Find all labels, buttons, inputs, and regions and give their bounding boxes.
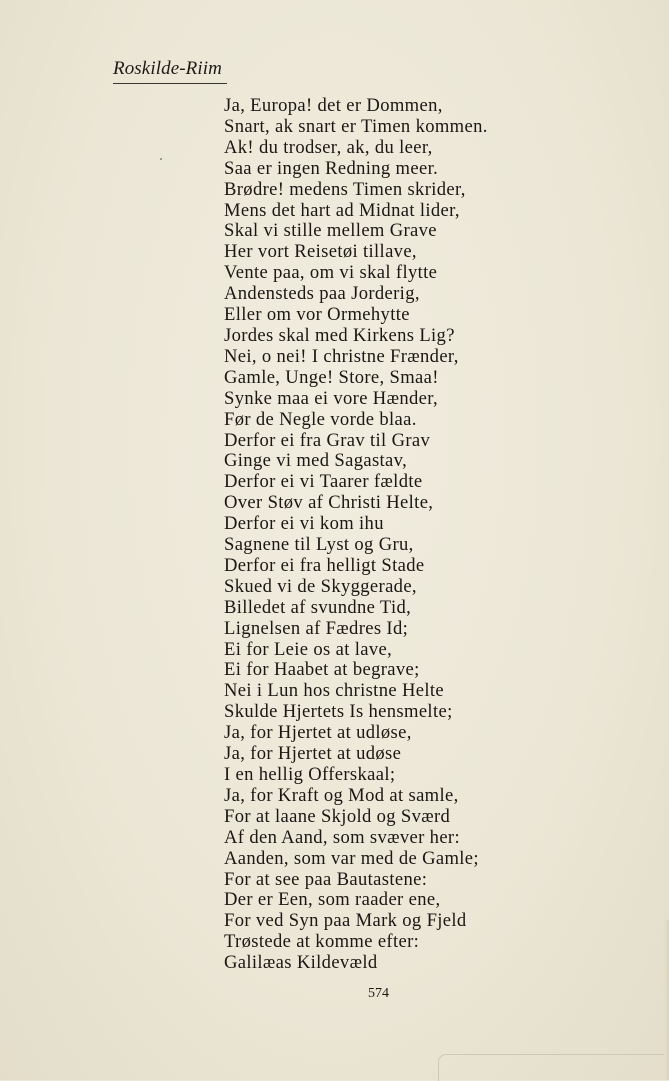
poem-line: Andensteds paa Jorderig, [224, 283, 420, 305]
poem-line: Jordes skal med Kirkens Lig? [224, 324, 455, 346]
poem-line: I en hellig Offerskaal; [224, 764, 396, 785]
poem-line: Ak! du trodser, ak, du leer, [224, 136, 433, 158]
poem-line: Over Støv af Christi Helte, [224, 492, 434, 514]
poem-line: Ei for Haabet at begrave; [224, 659, 420, 681]
poem-line: Der er Een, som raader ene, [224, 889, 441, 911]
poem-line: Lignelsen af Fædres Id; [224, 617, 409, 639]
poem-line: Ei for Leie os at lave, [224, 638, 393, 660]
poem-line: Sagnene til Lyst og Gru, [224, 534, 414, 556]
running-head: Roskilde-Riim [113, 58, 222, 79]
poem-text [224, 96, 488, 974]
poem-line: Ja, for Hjertet at udløse, [224, 722, 412, 744]
poem-line: Før de Negle vorde blaa. [224, 408, 417, 430]
poem-line: Skulde Hjertets Is hensmelte; [224, 701, 453, 723]
poem-line: Ja, Europa! det er Dommen, [224, 95, 443, 116]
poem-line: Brødre! medens Timen skrider, [224, 178, 466, 200]
poem-line: Vente paa, om vi skal flytte [224, 262, 438, 284]
poem-line: Mens det hart ad Midnat lider, [224, 199, 460, 221]
poem-line: Derfor ei vi Taarer fældte [224, 471, 423, 493]
running-head-rule [113, 83, 227, 84]
poem-line: Synke maa ei vore Hænder, [224, 387, 439, 409]
paper-speck [160, 158, 162, 160]
poem-line: Aanden, som var med de Gamle; [224, 847, 479, 869]
poem-line: Nei i Lun hos christne Helte [224, 680, 444, 702]
poem-line: Skal vi stille mellem Grave [224, 220, 437, 242]
poem-line: Nei, o nei! I christne Frænder, [224, 345, 459, 367]
page-number: 574 [368, 986, 389, 1001]
poem-line: Derfor ei fra helligt Stade [224, 554, 425, 576]
poem-line: For at see paa Bautastene: [224, 868, 428, 890]
poem-line: Gamle, Unge! Store, Smaa! [224, 366, 439, 388]
poem-line: Ginge vi med Sagastav, [224, 450, 408, 472]
poem-line: Ja, for Kraft og Mod at samle, [224, 784, 459, 806]
poem-line: Derfor ei fra Grav til Grav [224, 429, 431, 451]
poem-line: Derfor ei vi kom ihu [224, 513, 384, 535]
poem-line: Af den Aand, som svæver her: [224, 826, 460, 848]
poem-line: For at laane Skjold og Sværd [224, 805, 451, 827]
poem-line: For ved Syn paa Mark og Fjeld [224, 910, 467, 932]
poem-line: Trøstede at komme efter: [224, 931, 420, 953]
poem-line: Billedet af svundne Tid, [224, 596, 412, 618]
poem-line: Galilæas Kildevæld [224, 952, 378, 974]
poem-line: Saa er ingen Redning meer. [224, 157, 439, 179]
poem-line: Her vort Reisetøi tillave, [224, 241, 417, 263]
page-edge-shadow [664, 920, 669, 1080]
poem-line: Skued vi de Skyggerade, [224, 575, 417, 597]
underlying-page-edge [438, 1054, 669, 1081]
poem-line: Ja, for Hjertet at udøse [224, 743, 402, 765]
poem-line: Eller om vor Ormehytte [224, 304, 410, 326]
poem-line: Snart, ak snart er Timen kommen. [224, 115, 488, 137]
